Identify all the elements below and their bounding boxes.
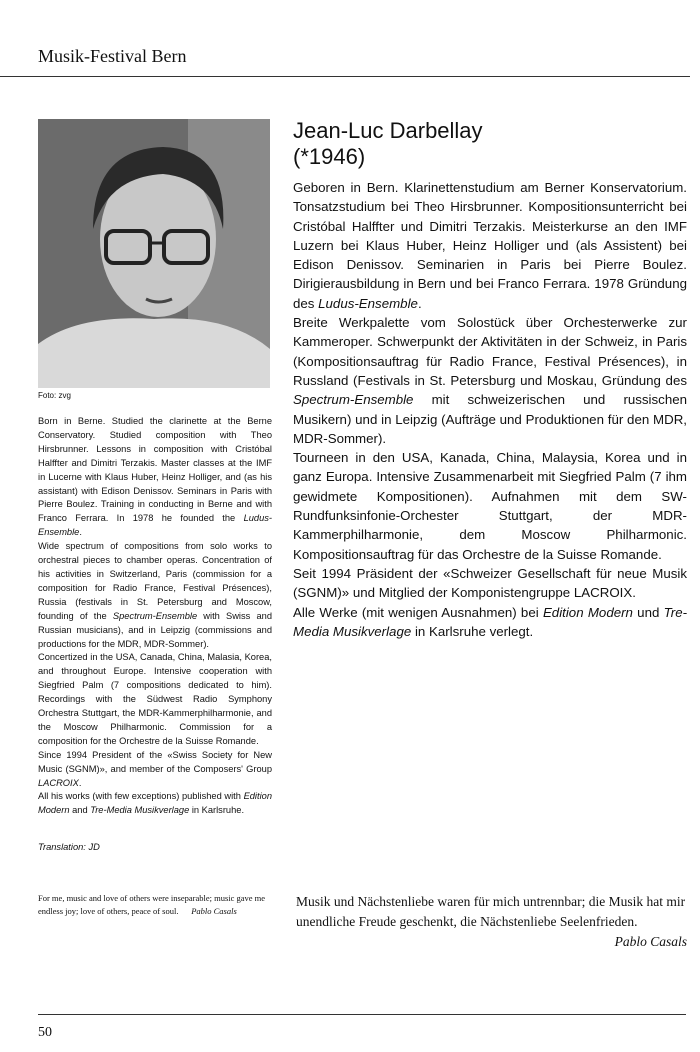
german-biography — [293, 178, 687, 641]
quote-english: For me, music and love of others were inseparable; music gave me endless joy; love of others, peace of soul. Pablo Casals — [38, 893, 266, 916]
english-paragraph: Wide spectrum of compositions from solo works to orchestral pieces to chamber operas. Concentration of his activities in Switzerland, Paris (commission for a composition for Radio France, Festival Présences), Russia (festivals in St. Petersburg and Moscow, founding of the Spectrum-Ensemble with Swiss and Russian musicians), and in Leipzig (commissions and productions for the MDR, MDR-Sommer). — [38, 541, 272, 649]
english-paragraph: Concertized in the USA, Canada, China, Malasia, Korea, and throughout Europe. Intensive cooperation with Siegfried Palm (7 compositions dedicated to him). Recordings with the Südwest Radio Symphony Orchestra Stuttgart, the MDR-Kammerphilharmonie, and the Moscow Philharmonic. Commission for a composition for the Orchestre de la Suisse Romande. — [38, 652, 272, 746]
photo-caption: Foto: zvg — [38, 391, 71, 400]
german-paragraph: Alle Werke (mit wenigen Ausnahmen) bei Edition Modern und Tre-Media Musikverlage in Karlsruhe verlegt. — [293, 604, 688, 639]
english-paragraph: Born in Berne. Studied the clarinette at the Berne Conservatory. Studied composition with Theo Hirsbrunner. Lessons in composition with Cristóbal Halffter and Dimitri Terzakis. Master classes at the IMF in Lucerne with Klaus Huber, Heinz Holliger, and (as his assistant) with Edison Denissov. Seminars in Paris with Pierre Boulez. Training in conducting in Berne and with Franco Ferrara. In 1978 he founded the Ludus-Ensemble. — [38, 416, 272, 538]
composer-name: Jean-Luc Darbellay — [293, 118, 483, 143]
german-paragraph: Seit 1994 Präsident der «Schweizer Gesellschaft für neue Musik (SGNM)» und Mitglied der Komponistengruppe LACROIX. — [293, 565, 687, 601]
quote-author: Pablo Casals — [191, 906, 237, 916]
german-paragraph: Geboren in Bern. Klarinettenstudium am Berner Konservatorium. Tonsatzstudium bei Theo Hirsbrunner. Kompositionsunterricht bei Cristóbal Halffter und Dimitri Terzakis. Meisterkurse an den IMF Luzern bei Klaus Huber, Heinz Holliger und (als Assistent) bei Edison Denissov. Seminarien in Paris bei Pierre Boulez. Dirigierausbildung in Bern und bei Franco Ferrara. 1978 Gründung des Ludus-Ensemble. — [293, 180, 687, 311]
composer-dates: (*1946) — [293, 144, 366, 169]
header-rule — [0, 76, 690, 77]
footer-rule — [38, 1014, 686, 1015]
running-header: Musik-Festival Bern — [38, 46, 187, 66]
translation-credit: Translation: JD — [38, 842, 100, 852]
page-number: 50 — [38, 1025, 52, 1040]
german-paragraph: Breite Werkpalette vom Solostück über Orchesterwerke zur Kammeroper. Schwerpunkt der Aktivitäten in der Schweiz, in Paris (Kompositionsauftrag für Radio France, Festival Présences), in Russland (Festivals in St. Petersburg und Moskau, Gründung des Spectrum-Ensemble mit schweizerischen und russischen Musikern) und in Leipzig (Aufträge und Produktionen für den MDR, MDR-Sommer). — [293, 315, 687, 446]
english-paragraph: Since 1994 President of the «Swiss Society for New Music (SGNM)», and member of the Composers' Group LACROIX. — [38, 749, 272, 788]
quote-german: Musik und Nächstenliebe waren für mich untrennbar; die Musik hat mir unendliche Freude geschenkt, die Nächstenliebe Seelenfrieden. Pablo Casals — [296, 892, 687, 952]
portrait-photo — [38, 119, 270, 388]
german-paragraph: Tourneen in den USA, Kanada, China, Malaysia, Korea und in ganz Europa. Intensive Zusammenarbeit mit Siegfried Palm (7 ihm gewidmete Kompositionen). Aufnahmen mit dem SW-Rundfunksinfonie-Orchester Stuttgart, der MDR-Kammerphilharmonie, dem Moscow Philharmonic. Kompositionsauftrag für das Orchestre de la Suisse Romande. — [293, 450, 687, 562]
english-biography — [38, 415, 272, 818]
quote-author-german: Pablo Casals — [614, 934, 687, 949]
english-paragraph: All his works (with few exceptions) published with Edition Modern and Tre-Media Musikverlage in Karlsruhe. — [38, 791, 272, 816]
composer-heading — [293, 118, 483, 170]
